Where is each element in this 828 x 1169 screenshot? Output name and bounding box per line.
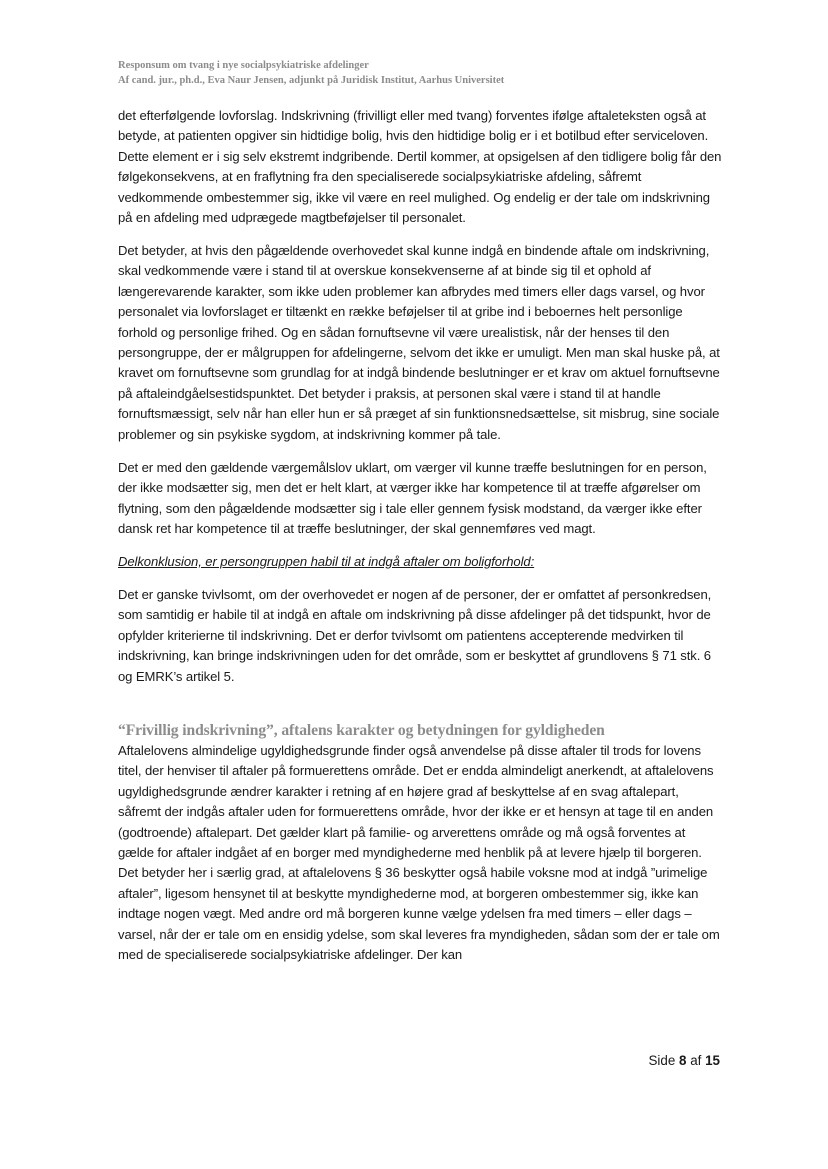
conclusion-paragraph: Det er ganske tvivlsomt, om der overhovedet er nogen af de personer, der er omfattet af personkredsen, som samtidig er habile til at indgå en aftale om indskrivning på disse afdelinger på det tidspunkt, hvor de opfylder kriterierne til indskrivning. Det er derfor tvivlsomt om patientens accepterende medvirken til indskrivning, kan bringe indskrivningen uden for det område, som er beskyttet af grundlovens § 71 stk. 6 og EMRK’s artikel 5. [118,586,712,684]
page-current: 8 [679,1053,687,1068]
page-total: 15 [705,1053,720,1068]
header-title: Responsum om tvang i nye socialpsykiatriske afdelinger [118,60,369,71]
running-header [118,58,504,88]
body-text [118,106,722,978]
section-heading: “Frivillig indskrivning”, aftalens karakter og betydningen for gyldigheden [118,721,605,739]
section-paragraph: Aftalelovens almindelige ugyldighedsgrunde finder også anvendelse på disse aftaler til trods for lovens titel, der henviser til aftaler på formuerettens område. Det er endda almindeligt anerkendt, at aftalelovens ugyldighedsgrunde ændrer karakter i retning af en højere grad af beskyttelse af en svag aftalepart, såfremt der indgås aftaler uden for formuerettens område, hvor der ikke er et hensyn at tage til en anden (godtroende) aftalepart. Det gælder klart på familie- og arverettens område og må også forventes at gælde for aftaler indgået af en borger med myndighederne med henblik på at levere hjælp til borgeren. Det betyder her i særlig grad, at aftalelovens § 36 beskytter også habile voksne mod at indgå ”urimelige aftaler”, ligesom hensynet til at beskytte myndighederne mod, at borgeren ombestemmer sig, ikke kan indtage nogen vægt. Med andre ord må borgeren kunne vælge ydelsen fra med timers – eller dags – varsel, når der er tale om en ensidig ydelse, som skal leveres fra myndigheden, sådan som der er tale om med de specialiserede socialpsykiatriske afdelinger. Der kan [118,742,720,962]
header-author: Af cand. jur., ph.d., Eva Naur Jensen, adjunkt på Juridisk Institut, Aarhus Universitet [118,75,505,86]
paragraph: Det betyder, at hvis den pågældende overhovedet skal kunne indgå en bindende aftale om indskrivning, skal vedkommende være i stand til at overskue konsekvenserne af at binde sig til et ophold af længerevarende karakter, som ikke uden problemer kan afbrydes med timers eller dags varsel, og hvor personalet via lovforslaget er tiltænkt en række beføjelser til at gribe ind i beboernes helt personlige forhold og personlige frihed. Og en sådan fornuftsevne vil være urealistisk, når der henses til den persongruppe, der er målgruppen for afdelingerne, selvom det ikke er umuligt. Men man skal huske på, at kravet om fornuftsevne som grundlag for at indgå bindende beslutninger er et krav om aktuel fornuftsevne på aftaleindgåelsestidspunktet. Det betyder i praksis, at personen skal være i stand til at handle fornuftsmæssigt, selv når han eller hun er så præget af sin funktionsnedsættelse, sit misbrug, sine sociale problemer og sin psykiske sygdom, at indskrivning kommer på tale. [118,243,720,442]
subheading: Delkonklusion, er persongruppen habil til at indgå aftaler om boligforhold: [118,553,535,569]
page-separator: af [686,1053,706,1068]
paragraph: Det er med den gældende værgemålslov uklart, om værger vil kunne træffe beslutningen for en person, der ikke modsætter sig, men det er helt klart, at værger ikke har kompetence til at træffe afgørelser om flytning, som den pågældende modsætter sig i tale eller gennem fysisk modstand, da værger ikke efter dansk ret har kompetence til at træffe beslutninger, der skal gennemføres ved magt. [118,459,707,536]
page-label: Side [648,1053,680,1068]
page-number [649,1053,721,1068]
paragraph: det efterfølgende lovforslag. Indskrivning (frivilligt eller med tvang) forventes ifølge aftaleteksten også at betyde, at patienten opgiver sin hidtidige bolig, hvis den hidtidige bolig er i et botilbud efter serviceloven. Dette element er i sig selv ekstremt indgribende. Dertil kommer, at opsigelsen af den tidligere bolig får den følgekonsekvens, at en fraflytning fra den specialiserede socialpsykiatriske afdeling, såfremt vedkommende ombestemmer sig, ikke vil være en reel mulighed. Og endelig er der tale om indskrivning på en afdeling med udprægede magtbeføjelser til personalet. [118,108,722,226]
